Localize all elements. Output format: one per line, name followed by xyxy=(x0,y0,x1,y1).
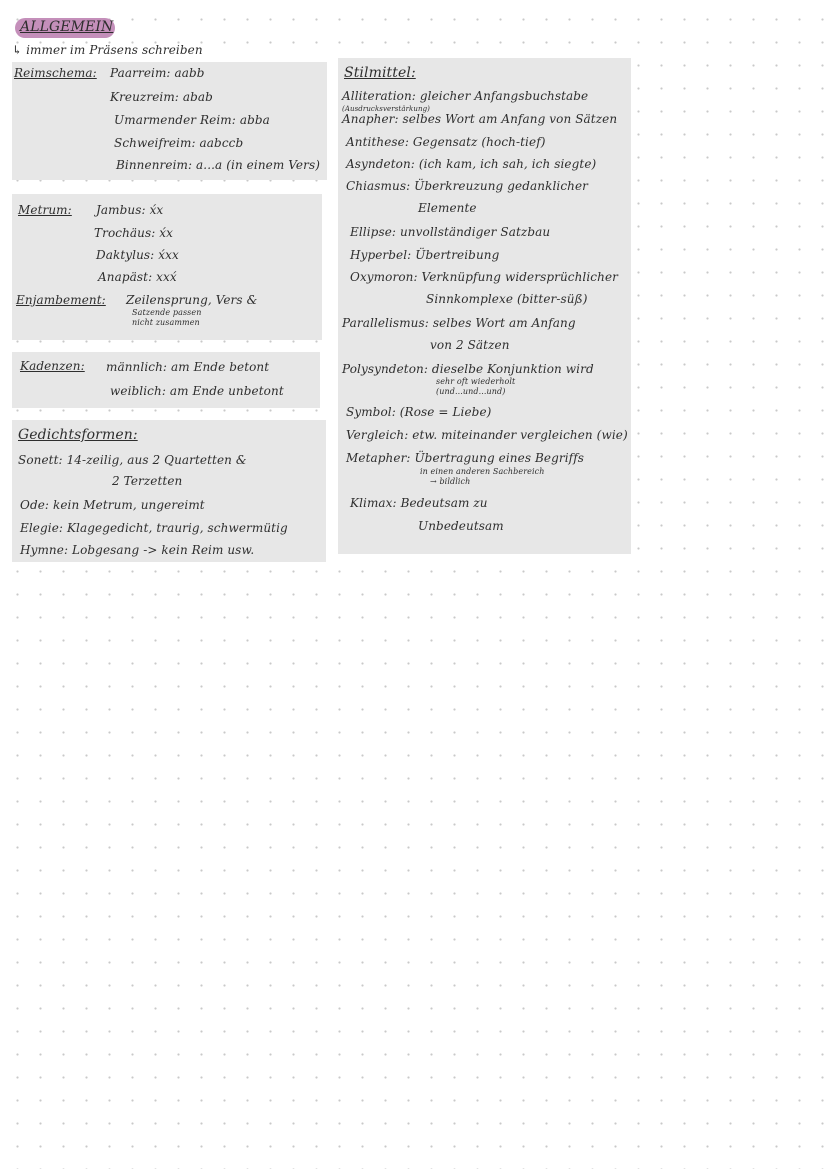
stilmittel-line: Vergleich: etw. miteinander vergleichen (wie) xyxy=(346,428,628,442)
stilmittel-line: Anapher: selbes Wort am Anfang von Sätzen xyxy=(342,112,618,126)
stilmittel-line: Ellipse: unvollständiger Satzbau xyxy=(350,225,551,239)
stilmittel-line: Oxymoron: Verknüpfung widersprüchlicher xyxy=(350,270,618,284)
stilmittel-line: von 2 Sätzen xyxy=(430,338,510,352)
metrum-label: Metrum: xyxy=(18,203,72,217)
stilmittel-box xyxy=(338,58,631,554)
stilmittel-line: Metapher: Übertragung eines Begriffs xyxy=(346,451,585,465)
stilmittel-line: (und...und...und) xyxy=(436,387,506,396)
enjambement-label: Enjambement: xyxy=(16,293,106,307)
reimschema-item: Umarmender Reim: abba xyxy=(114,113,270,127)
kadenzen-label: Kadenzen: xyxy=(20,359,85,373)
reimschema-box xyxy=(12,62,327,180)
stilmittel-line: sehr oft wiederholt xyxy=(436,377,516,386)
metrum-item: Daktylus: x́xx xyxy=(96,248,179,262)
stilmittel-label: Stilmittel: xyxy=(344,65,416,81)
stilmittel-line: Antithese: Gegensatz (hoch-tief) xyxy=(346,135,546,149)
stilmittel-line: Hyperbel: Übertreibung xyxy=(350,248,500,262)
stilmittel-line: Unbedeutsam xyxy=(418,519,504,533)
metrum-item: Trochäus: x́x xyxy=(94,226,174,240)
metrum-item: Anapäst: xxx́ xyxy=(98,270,177,284)
stilmittel-line: Polysyndeton: dieselbe Konjunktion wird xyxy=(342,362,594,376)
reimschema-item: Paarreim: aabb xyxy=(110,66,205,80)
stilmittel-line: Alliteration: gleicher Anfangsbuchstabe xyxy=(342,89,589,103)
gedichtsformen-label: Gedichtsformen: xyxy=(18,427,138,443)
enjambement-line: Satzende passen xyxy=(132,308,202,317)
metrum-item: Jambus: x́x xyxy=(96,203,164,217)
stilmittel-line: → bildlich xyxy=(430,477,471,486)
gedichtsformen-box xyxy=(12,420,326,562)
kadenzen-line: weiblich: am Ende unbetont xyxy=(110,384,284,398)
page-title: ALLGEMEIN xyxy=(20,19,114,35)
gedichtsformen-line: 2 Terzetten xyxy=(112,474,183,488)
kadenzen-line: männlich: am Ende betont xyxy=(106,360,270,374)
stilmittel-line: Asyndeton: (ich kam, ich sah, ich siegte) xyxy=(346,157,597,171)
enjambement-line: nicht zusammen xyxy=(132,318,200,327)
present-tense-note: ↳ immer im Präsens schreiben xyxy=(12,43,203,57)
stilmittel-line: Parallelismus: selbes Wort am Anfang xyxy=(342,316,576,330)
reimschema-item: Kreuzreim: abab xyxy=(110,90,213,104)
kadenzen-box xyxy=(12,352,320,408)
stilmittel-line: in einen anderen Sachbereich xyxy=(420,467,545,476)
reimschema-item: Schweifreim: aabccb xyxy=(114,136,244,150)
metrum-box xyxy=(12,194,322,340)
stilmittel-line: Chiasmus: Überkreuzung gedanklicher xyxy=(346,179,589,193)
stilmittel-line: Sinnkomplexe (bitter-süß) xyxy=(426,292,588,306)
reimschema-item: Binnenreim: a...a (in einem Vers) xyxy=(116,158,320,172)
gedichtsformen-line: Elegie: Klagegedicht, traurig, schwermütig xyxy=(20,521,288,535)
stilmittel-line: Elemente xyxy=(418,201,477,215)
stilmittel-line: Symbol: (Rose = Liebe) xyxy=(346,405,492,419)
gedichtsformen-line: Sonett: 14-zeilig, aus 2 Quartetten & xyxy=(18,453,247,467)
reimschema-label: Reimschema: xyxy=(14,66,97,80)
stilmittel-line: Klimax: Bedeutsam zu xyxy=(350,496,488,510)
stilmittel-line: (Ausdrucksverstärkung) xyxy=(342,105,431,113)
gedichtsformen-line: Ode: kein Metrum, ungereimt xyxy=(20,498,205,512)
enjambement-line: Zeilensprung, Vers & xyxy=(126,293,258,307)
gedichtsformen-line: Hymne: Lobgesang -> kein Reim usw. xyxy=(20,543,255,557)
